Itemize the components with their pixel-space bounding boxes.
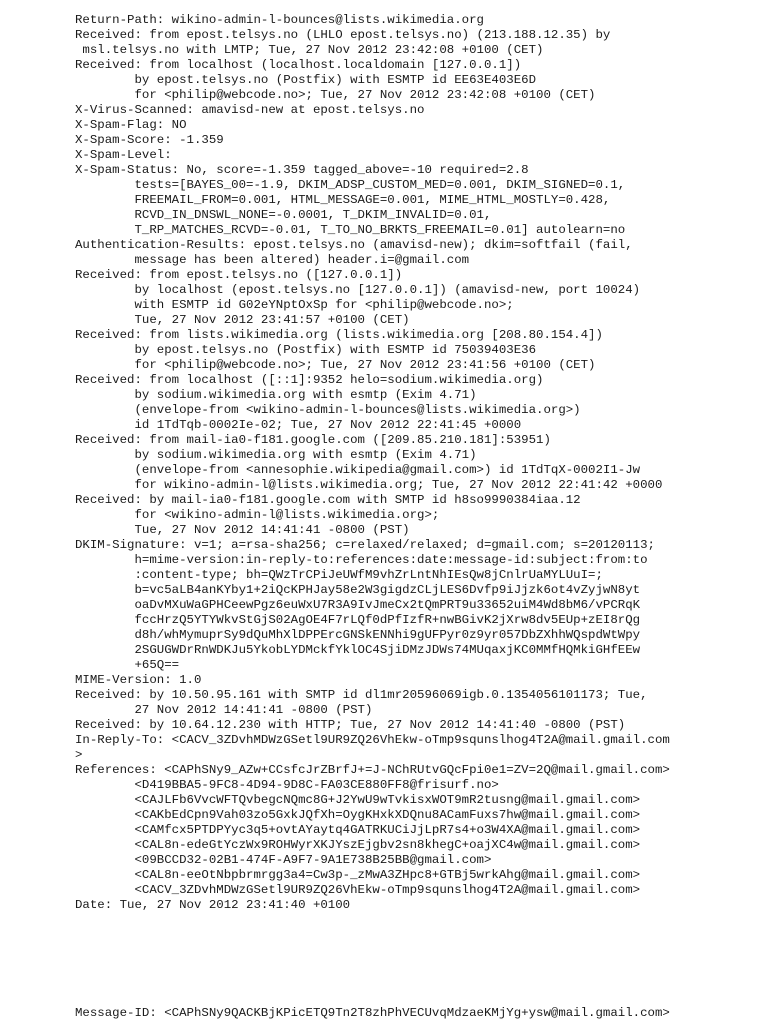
header-line: oaDvMXuWaGPHCeewPgz6euWxU7R3A9IvJmeCx2tQmPRT9u33652uiM4Wd8bM6/vPCRqK xyxy=(75,598,641,612)
header-line: by epost.telsys.no (Postfix) with ESMTP id EE63E403E6D xyxy=(75,73,537,87)
raw-email-headers xyxy=(75,13,670,913)
header-line: <09BCCD32-02B1-474F-A9F7-9A1E738B25BB@gmail.com> xyxy=(75,853,492,867)
header-line: <CAMfcx5PTDPYyc3q5+ovtAYaytq4GATRKUCiJjLpR7s4+o3W4XA@mail.gmail.com> xyxy=(75,823,641,837)
header-line: X-Virus-Scanned: amavisd-new at epost.telsys.no xyxy=(75,103,425,117)
header-line: tests=[BAYES_00=-1.9, DKIM_ADSP_CUSTOM_MED=0.001, DKIM_SIGNED=0.1, xyxy=(75,178,626,192)
header-line: +65Q== xyxy=(75,658,180,672)
header-line: for wikino-admin-l@lists.wikimedia.org; Tue, 27 Nov 2012 22:41:42 +0000 xyxy=(75,478,663,492)
header-line: X-Spam-Level: xyxy=(75,148,172,162)
header-line: by sodium.wikimedia.org with esmtp (Exim 4.71) xyxy=(75,448,477,462)
header-line: 2SGUGWDrRnWDKJu5YkobLYDMckfYklOC4SjiDMzJDWs74MUqaxjKC0MMfHQMkiGHfEEw xyxy=(75,643,641,657)
header-line: fccHrzQ5YTYWkvStGjS02AgOE4F7rLQf0dPfIzfR+nwBGivK2jXrw8dv5EUp+zEI8rQg xyxy=(75,613,641,627)
header-line: RCVD_IN_DNSWL_NONE=-0.0001, T_DKIM_INVALID=0.01, xyxy=(75,208,492,222)
header-line: Received: from epost.telsys.no ([127.0.0.1]) xyxy=(75,268,403,282)
header-line: Received: from mail-ia0-f181.google.com ([209.85.210.181]:53951) xyxy=(75,433,551,447)
header-line: MIME-Version: 1.0 xyxy=(75,673,202,687)
header-line: Received: from localhost ([::1]:9352 helo=sodium.wikimedia.org) xyxy=(75,373,544,387)
header-line: X-Spam-Status: No, score=-1.359 tagged_above=-10 required=2.8 xyxy=(75,163,529,177)
header-line: <D419BBA5-9FC8-4D94-9D8C-FA03CE880FF8@frisurf.no> xyxy=(75,778,499,792)
header-line: Received: from epost.telsys.no (LHLO epost.telsys.no) (213.188.12.35) by xyxy=(75,28,611,42)
header-line: Received: by mail-ia0-f181.google.com with SMTP id h8so9990384iaa.12 xyxy=(75,493,581,507)
header-line: X-Spam-Flag: NO xyxy=(75,118,187,132)
header-line: In-Reply-To: <CACV_3ZDvhMDWzGSetl9UR9ZQ26VhEkw-oTmp9squnslhog4T2A@mail.gmail.com xyxy=(75,733,670,747)
header-line: Tue, 27 Nov 2012 23:41:57 +0100 (CET) xyxy=(75,313,410,327)
header-line: T_RP_MATCHES_RCVD=-0.01, T_TO_NO_BRKTS_FREEMAIL=0.01] autolearn=no xyxy=(75,223,626,237)
header-line: by epost.telsys.no (Postfix) with ESMTP id 75039403E36 xyxy=(75,343,537,357)
header-line: b=vc5aLB4anKYby1+2iQcKPHJay58e2W3gigdzCLjLES6Dvfp9iJjzk6ot4vZyjwN8yt xyxy=(75,583,641,597)
header-line: References: <CAPhSNy9_AZw+CCsfcJrZBrfJ+=J-NChRUtvGQcFpi0e1=ZV=2Q@mail.gmail.com> xyxy=(75,763,670,777)
header-line: <CAKbEdCpn9Vah03zo5GxkJQfXh=OygKHxkXDQnu8ACamFuxs7hw@mail.gmail.com> xyxy=(75,808,641,822)
header-line: Return-Path: wikino-admin-l-bounces@lists.wikimedia.org xyxy=(75,13,484,27)
header-line: :content-type; bh=QWzTrCPiJeUWfM9vhZrLntNhIEsQw8jCnlrUaMYLUuI=; xyxy=(75,568,603,582)
header-line: <CAL8n-edeGtYczWx9ROHWyrXKJYszEjgbv2sn8khegC+oajXC4w@mail.gmail.com> xyxy=(75,838,641,852)
header-line: Received: by 10.64.12.230 with HTTP; Tue, 27 Nov 2012 14:41:40 -0800 (PST) xyxy=(75,718,626,732)
header-line: d8h/whMymuprSy9dQuMhXlDPPErcGNSkENNhi9gUFPyr0z9yr057DbZXhhWQspdWtWpy xyxy=(75,628,641,642)
header-line: id 1TdTqb-0002Ie-02; Tue, 27 Nov 2012 22:41:45 +0000 xyxy=(75,418,522,432)
header-line: 27 Nov 2012 14:41:41 -0800 (PST) xyxy=(75,703,373,717)
header-line: by localhost (epost.telsys.no [127.0.0.1]) (amavisd-new, port 10024) xyxy=(75,283,641,297)
header-line: Received: from lists.wikimedia.org (lists.wikimedia.org [208.80.154.4]) xyxy=(75,328,603,342)
header-line: <CACV_3ZDvhMDWzGSetl9UR9ZQ26VhEkw-oTmp9squnslhog4T2A@mail.gmail.com> xyxy=(75,883,641,897)
header-line: h=mime-version:in-reply-to:references:date:message-id:subject:from:to xyxy=(75,553,648,567)
header-line: for <philip@webcode.no>; Tue, 27 Nov 2012 23:42:08 +0100 (CET) xyxy=(75,88,596,102)
message-id-header: Message-ID: <CAPhSNy9QACKBjKPicETQ9Tn2T8zhPhVECUvqMdzaeKMjYg+ysw@mail.gmail.com> xyxy=(75,1006,670,1020)
header-line: DKIM-Signature: v=1; a=rsa-sha256; c=relaxed/relaxed; d=gmail.com; s=20120113; xyxy=(75,538,655,552)
header-line: with ESMTP id G02eYNptOxSp for <philip@webcode.no>; xyxy=(75,298,514,312)
header-line: message has been altered) header.i=@gmail.com xyxy=(75,253,470,267)
header-line: Received: by 10.50.95.161 with SMTP id dl1mr20596069igb.0.1354056101173; Tue, xyxy=(75,688,648,702)
header-line: (envelope-from <wikino-admin-l-bounces@lists.wikimedia.org>) xyxy=(75,403,581,417)
header-line: > xyxy=(75,748,83,762)
header-line: FREEMAIL_FROM=0.001, HTML_MESSAGE=0.001, MIME_HTML_MOSTLY=0.428, xyxy=(75,193,611,207)
header-line: msl.telsys.no with LMTP; Tue, 27 Nov 2012 23:42:08 +0100 (CET) xyxy=(75,43,544,57)
header-line: <CAJLFb6VvcWFTQvbegcNQmc8G+J2YwU9wTvkisxWOT9mR2tusng@mail.gmail.com> xyxy=(75,793,641,807)
header-line: <CAL8n-eeOtNbpbrmrgg3a4=Cw3p-_zMwA3ZHpc8+GTBj5wrkAhg@mail.gmail.com> xyxy=(75,868,641,882)
header-line: for <wikino-admin-l@lists.wikimedia.org>; xyxy=(75,508,440,522)
header-line: X-Spam-Score: -1.359 xyxy=(75,133,224,147)
header-line: Authentication-Results: epost.telsys.no (amavisd-new); dkim=softfail (fail, xyxy=(75,238,633,252)
header-line: for <philip@webcode.no>; Tue, 27 Nov 2012 23:41:56 +0100 (CET) xyxy=(75,358,596,372)
header-line: Received: from localhost (localhost.localdomain [127.0.0.1]) xyxy=(75,58,522,72)
header-line: Tue, 27 Nov 2012 14:41:41 -0800 (PST) xyxy=(75,523,410,537)
header-line: Date: Tue, 27 Nov 2012 23:41:40 +0100 xyxy=(75,898,351,912)
header-line: (envelope-from <annesophie.wikipedia@gmail.com>) id 1TdTqX-0002I1-Jw xyxy=(75,463,641,477)
header-line: by sodium.wikimedia.org with esmtp (Exim 4.71) xyxy=(75,388,477,402)
